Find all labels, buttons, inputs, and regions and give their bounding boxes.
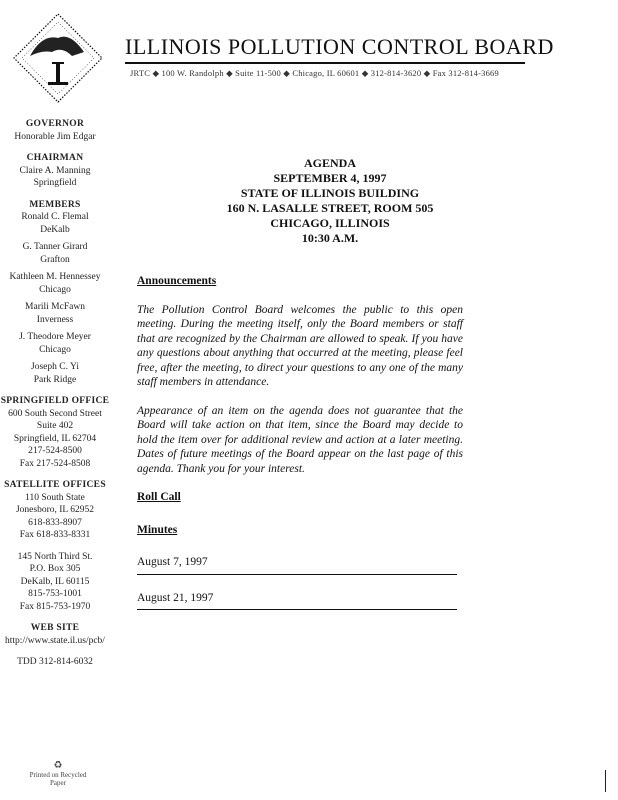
agenda-street: 160 N. LASALLE STREET, ROOM 505: [226, 201, 434, 215]
web-site-block: [0, 622, 110, 647]
minutes-heading: Minutes: [137, 523, 178, 536]
dekalb-address-line: 145 North Third St.: [17, 551, 93, 562]
members-block: [0, 199, 110, 387]
member-city: Chicago: [39, 344, 71, 355]
member-city: Park Ridge: [33, 374, 77, 385]
member-name: Kathleen M. Hennessey: [9, 272, 101, 282]
agenda-title: AGENDA: [303, 156, 356, 170]
minutes-rule: [137, 609, 457, 610]
minutes-item: August 7, 1997: [137, 556, 208, 568]
member-entry: [0, 301, 110, 326]
member-name: Ronald C. Flemal: [21, 212, 89, 222]
web-site-url: http://www.state.il.us/pcb/: [5, 635, 105, 646]
governor-name: Honorable Jim Edgar: [14, 131, 96, 142]
agenda-city: CHICAGO, ILLINOIS: [270, 216, 390, 230]
minutes-item: August 21, 1997: [137, 591, 214, 604]
member-entry: [0, 241, 110, 266]
page-edge-mark: [605, 770, 606, 792]
springfield-address-line: 600 South Second Street: [8, 408, 102, 419]
member-entry: [0, 211, 110, 236]
springfield-phone: 217-524-8500: [28, 446, 82, 456]
members-heading: MEMBERS: [29, 199, 81, 210]
announcements-paragraph: The Pollution Control Board welcomes the public to this open meeting. During the meeting itself, only the Board members or staff that are recognized by the Chairman are allowed to speak. If you have any questions about anything that occurred at the meeting, please feel free, after the meeting, to direct your questions to any one of the many staff members in attendance.: [137, 303, 463, 388]
tdd-number: TDD 312-814-6032: [17, 657, 93, 667]
satellite-offices-block: [0, 479, 110, 542]
web-site-heading: WEB SITE: [30, 623, 80, 633]
board-title: ILLINOIS POLLUTION CONTROL BOARD: [125, 34, 554, 59]
member-entry: [0, 331, 110, 356]
roll-call-heading: Roll Call: [137, 491, 181, 503]
chairman-name: Claire A. Manning: [19, 165, 91, 176]
dekalb-fax: Fax 815-753-1970: [19, 601, 91, 612]
member-name: Marili McFawn: [25, 302, 85, 312]
tdd-block: [0, 656, 110, 669]
board-logo: [12, 12, 104, 104]
springfield-fax: Fax 217-524-8508: [19, 458, 91, 469]
chairman-block: [0, 152, 110, 190]
chairman-heading: CHAIRMAN: [26, 153, 84, 163]
satellite-offices-heading: SATELLITE OFFICES: [4, 480, 106, 490]
chairman-city: Springfield: [33, 178, 77, 188]
agenda-time: 10:30 A.M.: [301, 231, 359, 245]
recycle-icon: ♻: [53, 760, 63, 771]
member-name: J. Theodore Meyer: [19, 332, 91, 342]
agenda-body: [137, 274, 463, 626]
satellite-fax: Fax 618-833-8331: [19, 530, 91, 540]
dekalb-address-line: P.O. Box 305: [29, 564, 81, 574]
springfield-address-line: Suite 402: [36, 421, 74, 431]
dekalb-phone: 815-753-1001: [28, 589, 82, 599]
satellite-phone: 618-833-8907: [28, 517, 82, 528]
member-entry: [0, 271, 110, 296]
member-entry: [0, 361, 110, 386]
satellite-address-line: Jonesboro, IL 62952: [15, 505, 94, 515]
announcements-heading: Announcements: [137, 275, 217, 287]
dekalb-address-line: DeKalb, IL 60115: [20, 576, 90, 587]
governor-block: [0, 118, 110, 143]
minutes-rule: [137, 574, 457, 575]
springfield-office-block: [0, 395, 110, 470]
governor-heading: GOVERNOR: [25, 119, 85, 129]
member-name: Joseph C. Yi: [31, 362, 79, 372]
member-city: Inverness: [36, 314, 74, 325]
announcements-paragraph: Appearance of an item on the agenda does not guarantee that the Board will take action on that item, since the Board may decide to hold the item over for additional review and action at a later meeting. Dates of future meetings of the Board appear on the last page of this agenda. Thank you for your interest.: [137, 404, 463, 475]
agenda-date: SEPTEMBER 4, 1997: [273, 171, 387, 185]
recycled-paper-note: [28, 760, 88, 787]
agenda-building: STATE OF ILLINOIS BUILDING: [240, 186, 420, 200]
agenda-header: [140, 156, 520, 246]
springfield-office-heading: SPRINGFIELD OFFICE: [0, 396, 110, 406]
member-name: G. Tanner Girard: [22, 242, 88, 252]
board-address: JRTC ◆ 100 W. Randolph ◆ Suite 11-500 ◆ Chicago, IL 60601 ◆ 312-814-3620 ◆ Fax 312-814-3669: [130, 68, 499, 78]
sidebar: [0, 118, 110, 678]
member-city: Chicago: [39, 284, 71, 295]
member-city: DeKalb: [40, 224, 70, 235]
title-rule: [125, 62, 525, 64]
springfield-address-line: Springfield, IL 62704: [13, 433, 97, 444]
dekalb-office-block: [0, 551, 110, 614]
recycled-paper-label: Printed on Recycled Paper: [29, 771, 87, 787]
satellite-address-line: 110 South State: [25, 492, 85, 503]
member-city: Grafton: [40, 254, 70, 265]
